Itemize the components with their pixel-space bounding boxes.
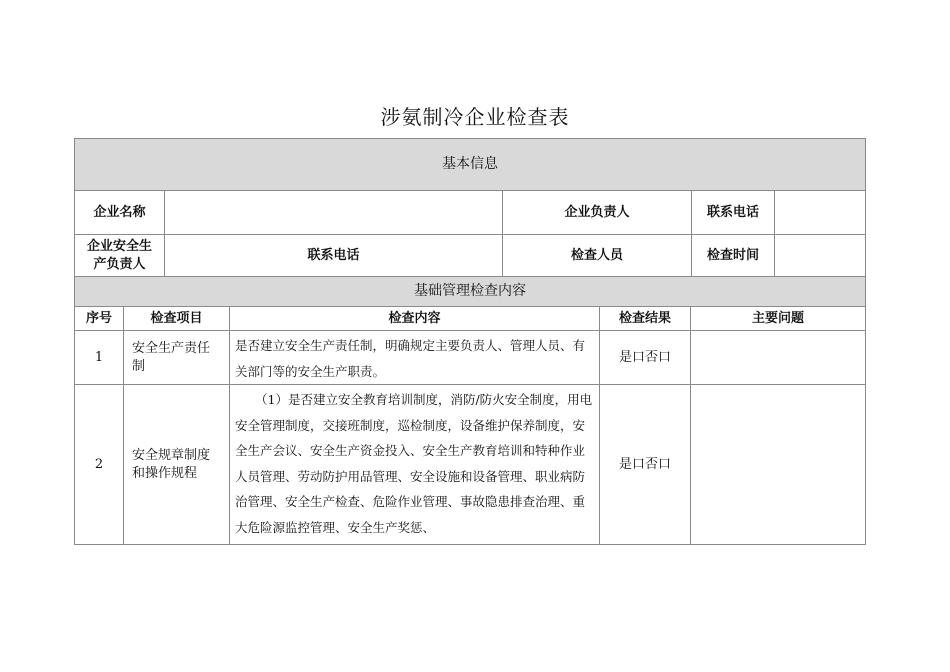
inspector-label: 检查人员 <box>502 234 692 277</box>
company-name-label: 企业名称 <box>74 190 165 235</box>
row-1-result[interactable]: 是口否口 <box>599 330 691 385</box>
column-header-item: 检查项目 <box>123 306 230 331</box>
column-header-result: 检查结果 <box>599 306 691 331</box>
company-name-field[interactable] <box>164 190 503 235</box>
inspection-time-field[interactable] <box>774 234 866 277</box>
row-2-item: 安全规章制度和操作规程 <box>123 384 230 545</box>
row-2-issues[interactable] <box>690 384 866 545</box>
row-2-content: （1）是否建立安全教育培训制度，消防/防火安全制度，用电安全管理制度，交接班制度，巡检制度，设备维护保养制度，安全生产会议、安全生产资金投入、安全生产教育培训和特种作业人员管理、劳动防护用品管理、安全设施和设备管理、职业病防治管理、安全生产检查、危险作业管理、事故隐患排查治理、重大危险源监控管理、安全生产奖惩、 <box>229 384 600 545</box>
page-title: 涉氨制冷企业检查表 <box>380 105 570 129</box>
column-header-issues: 主要问题 <box>690 306 866 331</box>
phone-field[interactable] <box>774 190 866 235</box>
row-1-item: 安全生产责任制 <box>123 330 230 385</box>
column-header-no: 序号 <box>74 306 124 331</box>
safety-principal-label: 企业安全生产负责人 <box>74 234 165 277</box>
row-1-no: 1 <box>74 330 124 385</box>
row-1-content: 是否建立安全生产责任制，明确规定主要负责人、管理人员、有关部门等的安全生产职责。 <box>229 330 600 385</box>
inspection-time-label: 检查时间 <box>691 234 775 277</box>
inspection-form-table <box>74 138 866 545</box>
row-2-result[interactable]: 是口否口 <box>599 384 691 545</box>
principal-label: 企业负责人 <box>502 190 692 235</box>
basic-info-header: 基本信息 <box>74 138 866 191</box>
phone-label: 联系电话 <box>691 190 775 235</box>
column-header-content: 检查内容 <box>229 306 600 331</box>
row-2-no: 2 <box>74 384 124 545</box>
basic-management-header: 基础管理检查内容 <box>74 276 866 307</box>
safety-phone-label: 联系电话 <box>164 234 503 277</box>
row-1-issues[interactable] <box>690 330 866 385</box>
